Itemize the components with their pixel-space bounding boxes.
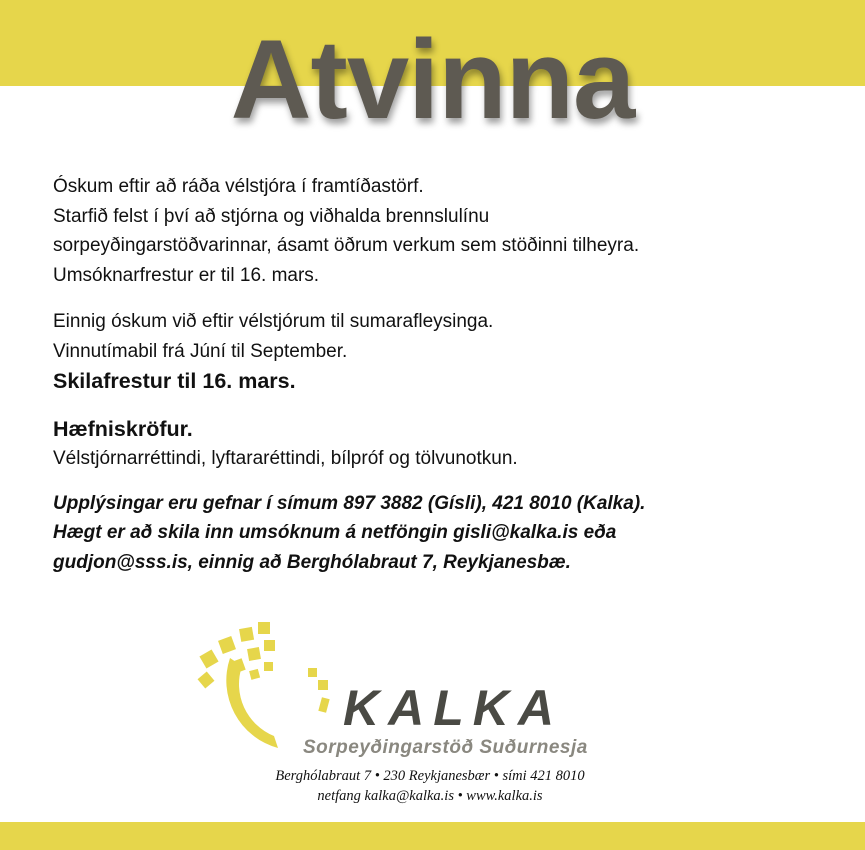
- ad-body: [53, 172, 843, 577]
- deadline-text: Skilafrestur til 16. mars.: [53, 369, 296, 393]
- summer-line-1: Einnig óskum við eftir vélstjórum til sumarafleysinga.: [53, 311, 494, 332]
- address-line: Berghólabraut 7 • 230 Reykjanesbær • sími 421 8010: [275, 768, 585, 784]
- headline: Atvinna: [230, 17, 635, 142]
- intro-line-3: sorpeyðingarstöðvarinnar, ásamt öðrum verkum sem stöðinni tilheyra.: [53, 235, 640, 256]
- logo-subtitle: Sorpeyðingarstöð Suðurnesja: [303, 737, 588, 758]
- web-contact-line: netfang kalka@kalka.is • www.kalka.is: [317, 788, 543, 804]
- contact-line-1: Upplýsingar eru gefnar í símum 897 3882 (Gísli), 421 8010 (Kalka).: [53, 492, 646, 514]
- intro-line-2: Starfið felst í því að stjórna og viðhalda brennslulínu: [53, 205, 490, 227]
- logo-wordmark: KALKA: [343, 680, 563, 736]
- requirements-text: Vélstjórnarréttindi, lyftararéttindi, bílpróf og tölvunotkun.: [53, 448, 518, 469]
- contact-line-3: gudjon@sss.is, einnig að Berghólabraut 7, Reykjanesbæ.: [53, 551, 571, 573]
- intro-line-4: Umsóknarfrestur er til 16. mars.: [53, 264, 320, 286]
- contact-line-2: Hægt er að skila inn umsóknum á netföngin gisli@kalka.is eða: [53, 522, 617, 543]
- requirements-heading: Hæfniskröfur.: [53, 417, 193, 441]
- summer-line-2: Vinnutímabil frá Júní til September.: [53, 340, 348, 362]
- intro-line-1: Óskum eftir að ráða vélstjóra í framtíðastörf.: [53, 176, 424, 197]
- bottom-yellow-band: [0, 822, 865, 850]
